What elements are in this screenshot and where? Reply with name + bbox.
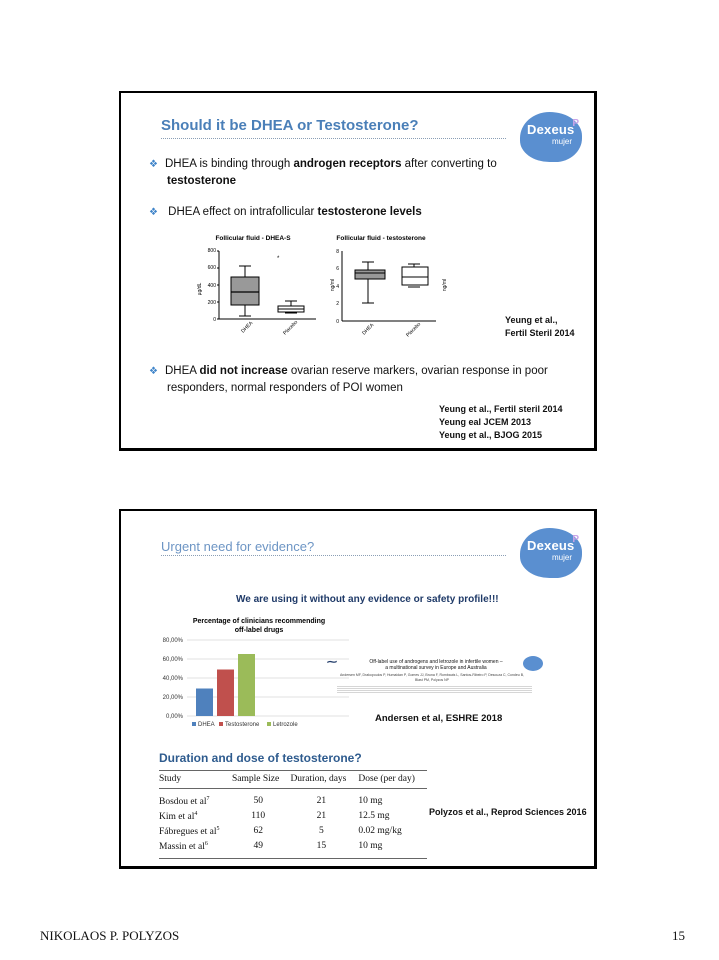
dexeus-logo: Dexeus P mujer xyxy=(520,112,582,162)
svg-text:DHEA: DHEA xyxy=(361,322,376,337)
section-title: Duration and dose of testosterone? xyxy=(159,751,362,765)
boxplot-dhea-s xyxy=(191,231,326,341)
page-number: 15 xyxy=(672,928,685,943)
title-underline xyxy=(161,138,506,139)
dexeus-logo: Dexeus P mujer xyxy=(520,528,582,578)
table-row: Kim et $al^4$ 110 21 12.5 mg xyxy=(159,810,390,823)
table-header: Study Sample Size Duration, days Dose (per day) xyxy=(159,771,427,789)
svg-text:Letrozole: Letrozole xyxy=(273,722,298,728)
citation-yeung-2014: Yeung et al., Fertil Steril 2014 xyxy=(505,315,575,338)
svg-text:2: 2 xyxy=(336,301,339,307)
svg-text:Placebo: Placebo xyxy=(405,321,423,339)
slide-1-title: Should it be DHEA or Testosterone? xyxy=(161,117,419,134)
svg-text:DHEA: DHEA xyxy=(198,722,215,728)
svg-text:0: 0 xyxy=(213,317,216,323)
poster-thumbnail: ⁓ Off-label use of androgens and letrozole in infertile women – a multinational survey in Europe and Australia Andersen MF, Drakopoulos P, Humaidan P, Gomes JJ, Bruna F, Rombauts L, Santos-Ribeiro P, Desouza C, Condeu B, Blast PM, Polyzos NP xyxy=(327,652,547,708)
table-row: Massin et $al^6$ 49 15 10 mg xyxy=(159,838,427,858)
svg-text:Percentage of clinicians recom: Percentage of clinicians recommending xyxy=(192,618,326,625)
bullet-3: ❖ DHEA did not increase ovarian reserve markers, ovarian response in poor responders, normal responders of POI women xyxy=(149,365,548,394)
svg-text:off-label drugs: off-label drugs xyxy=(234,627,284,634)
title-underline xyxy=(161,555,506,556)
svg-text:0,00%: 0,00% xyxy=(165,714,183,720)
citation-polyzos: Polyzos et al., Reprod Sciences 2016 xyxy=(429,807,587,817)
slide-2-title: Urgent need for evidence? xyxy=(161,539,315,554)
svg-text:Follicular fluid - DHEA-S: Follicular fluid - DHEA-S xyxy=(215,235,291,242)
slide-1 xyxy=(119,91,597,451)
svg-text:800: 800 xyxy=(207,248,216,254)
svg-text:4: 4 xyxy=(336,284,339,290)
svg-text:20,00%: 20,00% xyxy=(162,695,183,701)
svg-text:DHEA: DHEA xyxy=(240,320,255,335)
svg-text:ng/ml: ng/ml xyxy=(330,278,336,292)
svg-text:Testosterone: Testosterone xyxy=(225,722,260,728)
headline: We are using it without any evidence or safety profile!!! xyxy=(236,594,499,605)
svg-text:6: 6 xyxy=(336,266,339,272)
svg-text:Placebo: Placebo xyxy=(282,319,300,337)
svg-text:40,00%: 40,00% xyxy=(162,676,183,682)
svg-text:80,00%: 80,00% xyxy=(162,638,183,644)
bullet-2: ❖ DHEA effect on intrafollicular testosterone levels xyxy=(149,206,422,218)
university-logo-icon: ⁓ xyxy=(327,657,337,668)
footer-author: NIKOLAOS P. POLYZOS xyxy=(40,928,180,943)
citation-andersen: Andersen et al, ESHRE 2018 xyxy=(375,713,503,724)
slide-2 xyxy=(119,509,597,869)
dexeus-mini-logo xyxy=(523,656,543,671)
table-row: Bosdou et $al^7$ 50 21 10 mg xyxy=(159,795,383,808)
svg-text:Follicular fluid - testosteron: Follicular fluid - testosterone xyxy=(336,235,426,242)
table-row: Fábregues et $al^5$ 62 5 0.02 mg/kg xyxy=(159,825,402,838)
boxplot-testosterone xyxy=(326,231,456,341)
svg-text:µg/dL: µg/dL xyxy=(197,282,203,296)
bullet-1: ❖ DHEA is binding through androgen receptors after converting to testosterone xyxy=(149,158,497,187)
dose-table xyxy=(159,770,427,859)
bar-chart-offlabel xyxy=(139,613,349,733)
diamond-bullet-icon: ❖ xyxy=(149,159,158,170)
svg-text:*: * xyxy=(277,256,280,262)
diamond-bullet-icon: ❖ xyxy=(149,207,158,218)
svg-text:600: 600 xyxy=(207,265,216,271)
svg-text:400: 400 xyxy=(207,283,216,289)
diamond-bullet-icon: ❖ xyxy=(149,366,158,377)
svg-text:8: 8 xyxy=(336,249,339,255)
svg-text:0: 0 xyxy=(336,319,339,325)
svg-text:ng/ml: ng/ml xyxy=(442,278,448,292)
citation-list: Yeung et al., Fertil steril 2014 Yeung eal JCEM 2013 Yeung et al., BJOG 2015 xyxy=(439,404,563,440)
svg-text:200: 200 xyxy=(207,300,216,306)
poster-affiliations xyxy=(337,685,532,693)
svg-text:60,00%: 60,00% xyxy=(162,657,183,663)
